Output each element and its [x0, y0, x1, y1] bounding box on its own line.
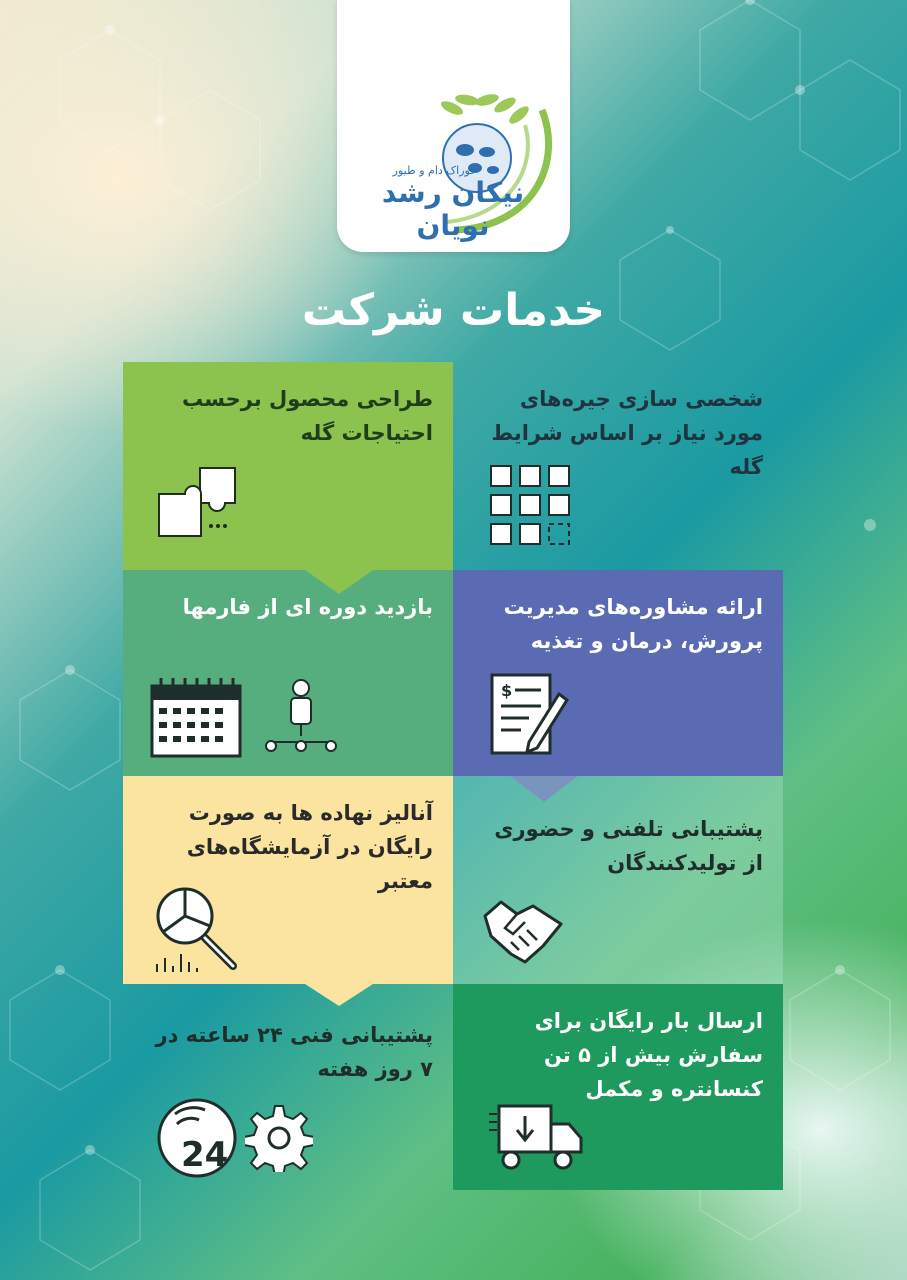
support-24-icon: [155, 1096, 239, 1180]
calendar-icon: [149, 676, 245, 760]
analysis-icon: [155, 886, 247, 976]
service-text: ارائه مشاوره‌های مدیریت پرورش، درمان و تغذیه: [503, 595, 763, 653]
handshake-icon: [481, 896, 565, 966]
service-card-technical-support: [123, 984, 453, 1190]
logo-subtitle: خوراک دام و طیور: [392, 164, 477, 177]
service-text: پشتیبانی فنی ۲۴ ساعته در ۷ روز هفته: [155, 1023, 433, 1081]
puzzle-icon: [155, 464, 245, 544]
truck-icon: [489, 1098, 585, 1174]
logo-name: نیکان رشد نویان: [381, 176, 525, 242]
svg-text:$: $: [501, 681, 513, 700]
logo-card: [337, 0, 570, 252]
service-card-analysis: [123, 776, 453, 984]
page-title: خدمات شرکت: [301, 285, 606, 336]
service-text: ارسال بار رایگان برای سفارش بیش از ۵ تن کنسانتره و مکمل: [534, 1009, 763, 1101]
service-text: شخصی سازی جیره‌های مورد نیاز بر اساس شرایط گله: [491, 387, 763, 479]
green-pointer: [305, 570, 373, 594]
contract-icon: [489, 672, 569, 758]
service-text: آنالیز نهاده ها به صورت رایگان در آزمایشگاه‌های معتبر: [186, 801, 433, 893]
service-text: طراحی محصول برحسب احتیاجات گله: [182, 387, 433, 445]
service-card-free-shipping: [453, 984, 783, 1190]
service-card-ration-customization: [453, 362, 783, 570]
gear-icon: [245, 1104, 313, 1172]
service-text: پشتیبانی تلفنی و حضوری از تولیدکنندگان: [494, 817, 763, 875]
grid-icon: [489, 464, 573, 548]
service-card-consulting: [453, 570, 783, 776]
support-24-label: 24: [181, 1135, 229, 1175]
service-card-farm-visits: [123, 570, 453, 776]
service-card-phone-support: [453, 776, 783, 984]
service-text: بازدید دوره ای از فارمها: [182, 595, 433, 619]
person-network-icon: [261, 678, 341, 758]
service-card-product-design: [123, 362, 453, 570]
